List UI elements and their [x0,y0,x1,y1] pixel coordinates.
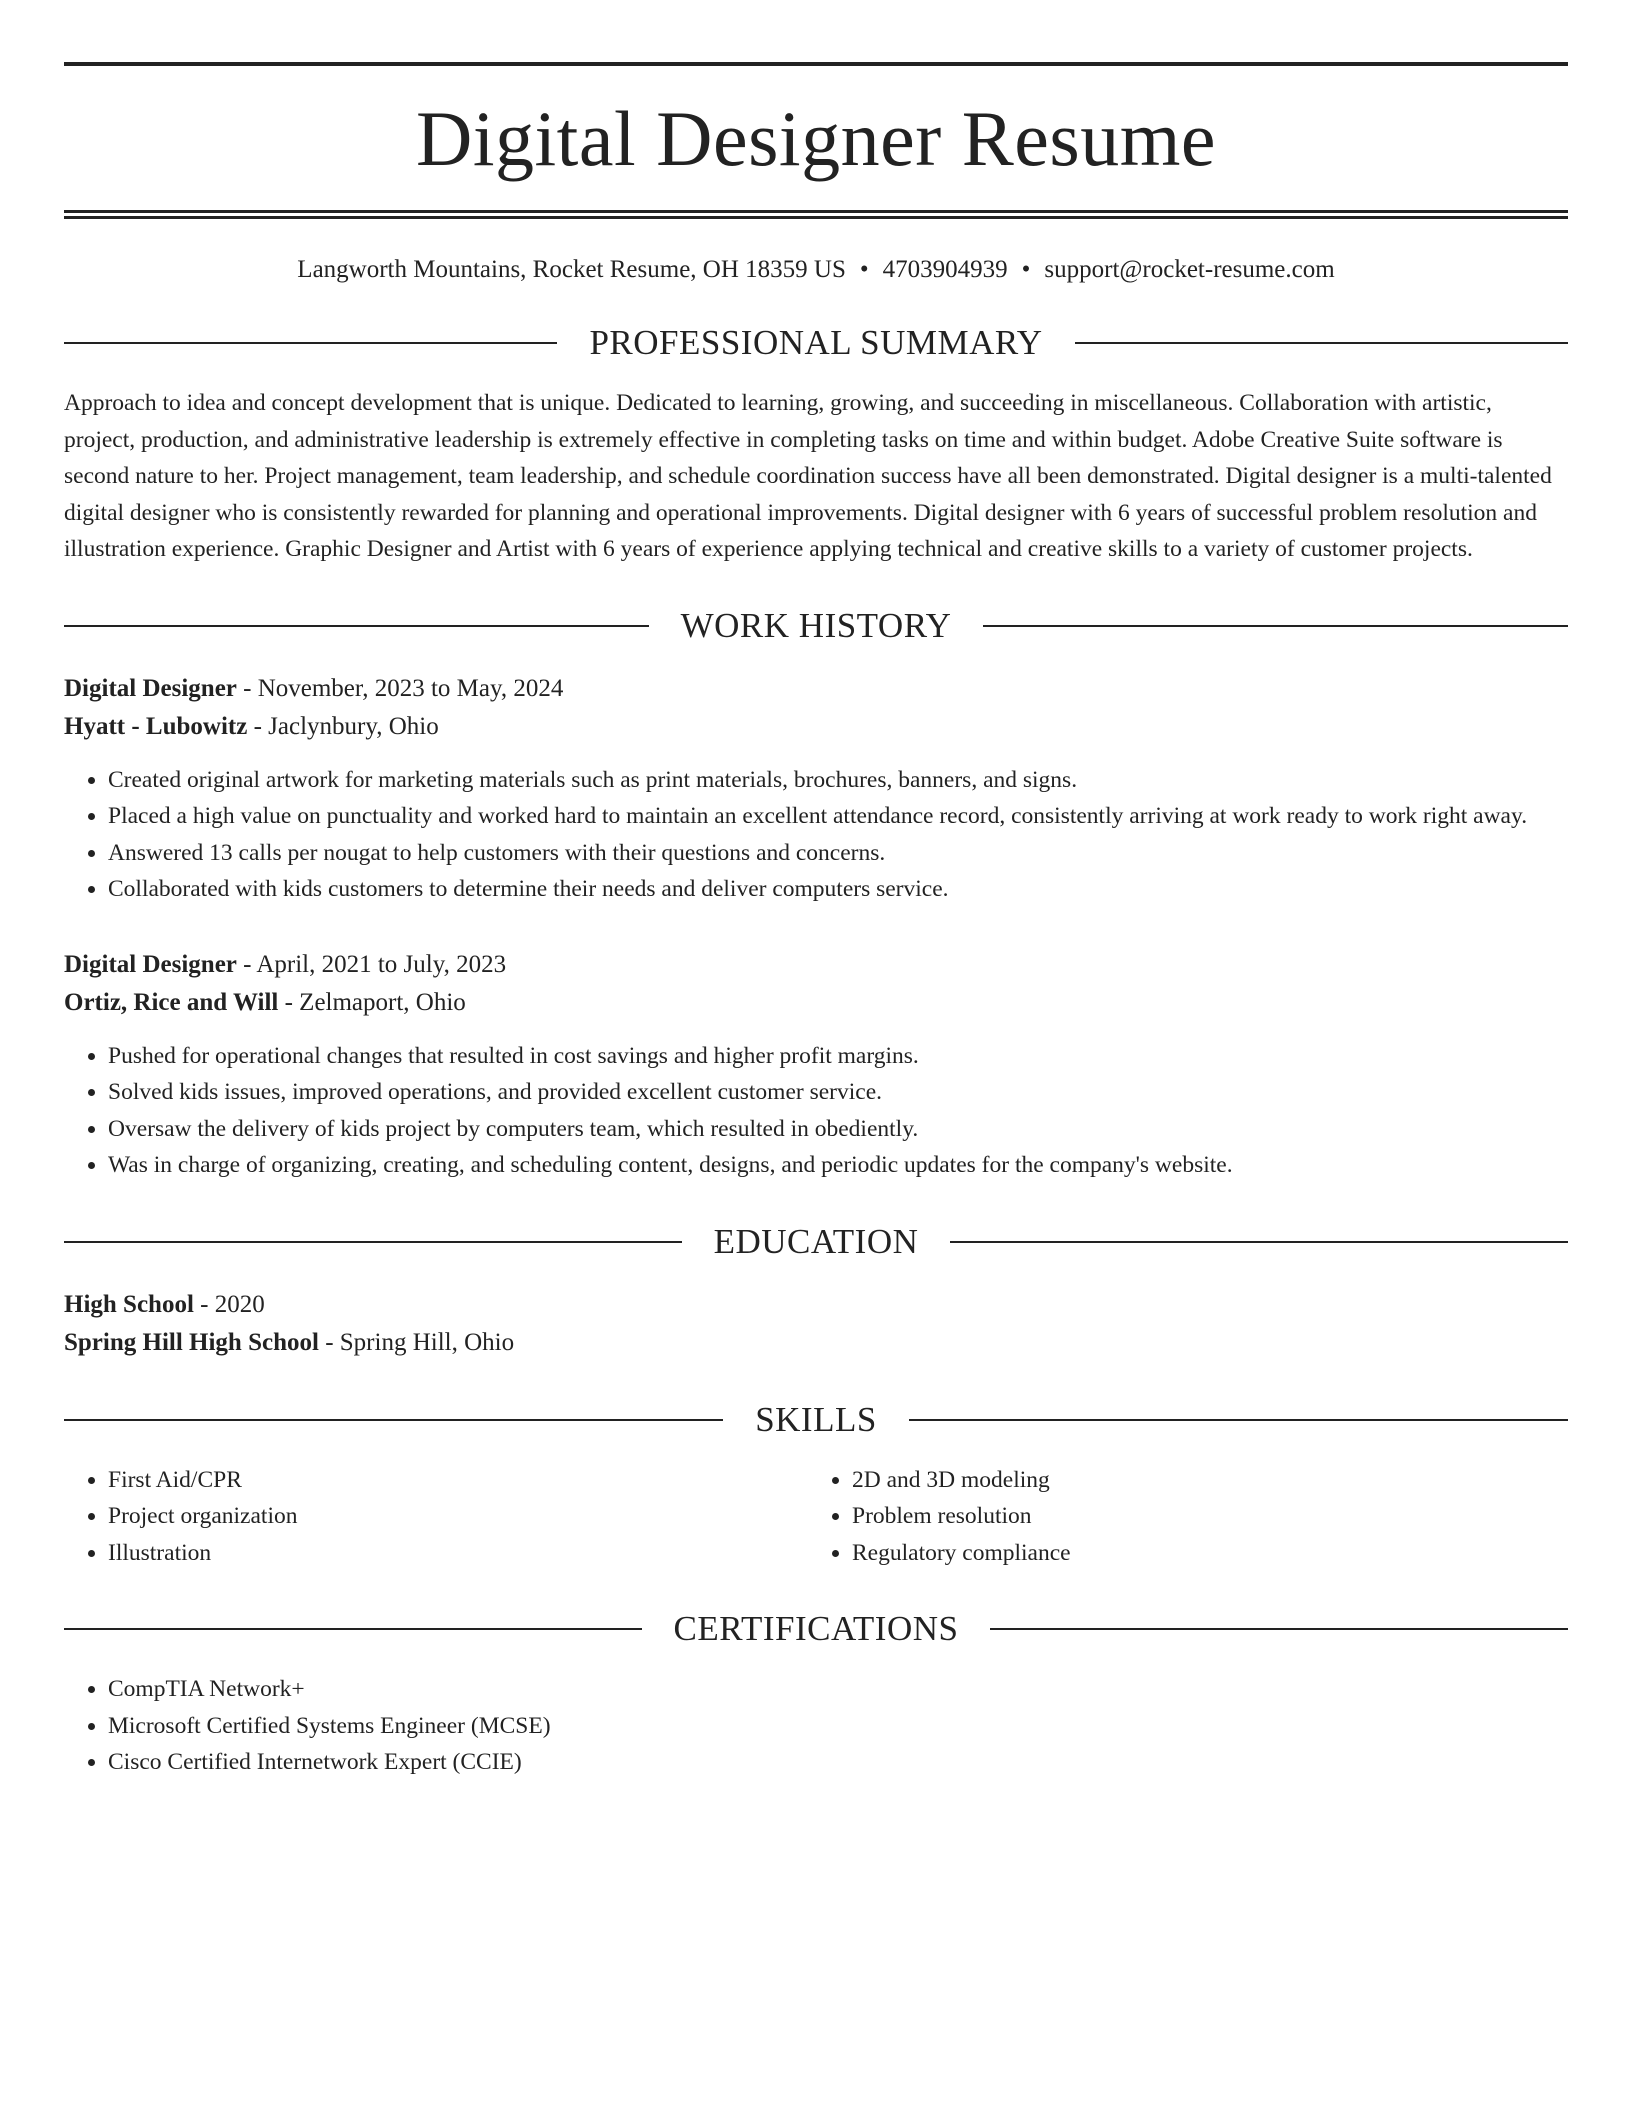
skills-column-right [816,1462,1568,1572]
heading-rule-left [64,342,557,344]
education-location: - Spring Hill, Ohio [318,1328,515,1356]
heading-rule-right [1075,342,1568,344]
summary-text: Approach to idea and concept development that is unique. Dedicated to learning, growing, and succeeding in miscellaneous. Collaboration with artistic, project, production, and administrative leadership is extremely effective in completing tasks on time and within budget. Adobe Creative Suite software is second nature to her. Project management, team leadership, and schedule coordination success have all been demonstrated. Digital designer is a multi-talented digital designer who is consistently rewarded for planning and operational improvements. Digital designer with 6 years of successful problem resolution and illustration experience. Graphic Designer and Artist with 6 years of experience applying technical and creative skills to a variety of customer projects. [64,390,1552,562]
list-item: • Cisco Certified Internetwork Expert (CCIE) [108,1744,1568,1781]
job-title-line [64,946,1568,984]
list-item: • Was in charge of organizing, creating, and scheduling content, designs, and periodic updates for the company's website. [108,1147,1568,1184]
list-item: • Answered 13 calls per nougat to help customers with their questions and concerns. [108,835,1568,872]
contact-email[interactable]: support@rocket-resume.com [1044,256,1335,283]
top-rule [64,62,1568,66]
heading-rule-right [990,1628,1568,1630]
list-item: • CompTIA Network+ [108,1671,1568,1708]
list-item: • Regulatory compliance [852,1535,1568,1572]
job-dates: - November, 2023 to May, 2024 [236,674,564,702]
list-item: • Pushed for operational changes that resulted in cost savings and higher profit margins. [108,1038,1568,1075]
list-item: • Created original artwork for marketing materials such as print materials, brochures, banners, and signs. [108,762,1568,799]
heading-rule-left [64,1419,723,1421]
section-title: EDUCATION [713,1221,919,1261]
contact-address: Langworth Mountains, Rocket Resume, OH 18359 US [297,256,846,283]
job-company-line [64,708,1568,746]
list-item: • Oversaw the delivery of kids project by computers team, which resulted in obediently. [108,1111,1568,1148]
contact-phone[interactable]: 4703904939 [882,256,1008,283]
heading-rule-right [909,1419,1568,1421]
certifications-section-heading [64,1609,1568,1649]
heading-rule-right [983,625,1568,627]
list-item: • Collaborated with kids customers to determine their needs and deliver computers service. [108,871,1568,908]
job-title-line [64,670,1568,708]
contact-separator: • [1021,256,1031,283]
education-section-heading [64,1222,1568,1262]
certifications-list [64,1671,1568,1781]
job-dates: - April, 2021 to July, 2023 [236,950,507,978]
heading-rule-left [64,1628,642,1630]
skills-list [64,1462,1568,1572]
skills-section-heading [64,1400,1568,1440]
education-year: - 2020 [193,1290,265,1318]
heading-rule-right [950,1241,1568,1243]
contact-line [64,255,1568,285]
education-degree-line [64,1286,1568,1324]
skills-column-left [64,1462,816,1572]
job-company: Hyatt - Lubowitz [64,712,248,740]
work-history-section-heading [64,606,1568,646]
job-entry [64,670,1568,908]
job-bullets [64,762,1568,908]
section-title: WORK HISTORY [680,605,952,645]
list-item: • 2D and 3D modeling [852,1462,1568,1499]
job-title: Digital Designer [64,950,237,978]
heading-rule-left [64,1241,682,1243]
list-item: • Project organization [108,1498,816,1535]
job-company-line [64,984,1568,1022]
title-double-rule [64,210,1568,219]
education-entry [64,1286,1568,1362]
contact-separator: • [859,256,869,283]
education-school: Spring Hill High School [64,1328,319,1356]
section-title: PROFESSIONAL SUMMARY [589,323,1043,362]
page-title: Digital Designer Resume [416,95,1216,182]
summary-section-heading [64,323,1568,363]
education-school-line [64,1324,1568,1362]
list-item: • Problem resolution [852,1498,1568,1535]
job-title: Digital Designer [64,674,237,702]
section-title: CERTIFICATIONS [673,1609,959,1648]
list-item: • Microsoft Certified Systems Engineer (MCSE) [108,1708,1568,1745]
list-item: • Illustration [108,1535,816,1572]
education-degree: High School [64,1290,194,1318]
job-location: - Zelmaport, Ohio [278,988,466,1016]
list-item: • Solved kids issues, improved operations, and provided excellent customer service. [108,1074,1568,1111]
certifications-items [64,1671,1568,1781]
section-title: SKILLS [755,1399,877,1439]
heading-rule-left [64,625,649,627]
job-bullets [64,1038,1568,1184]
job-company: Ortiz, Rice and Will [64,988,279,1016]
job-location: - Jaclynbury, Ohio [247,712,439,740]
job-entry [64,946,1568,1184]
list-item: • Placed a high value on punctuality and worked hard to maintain an excellent attendance record, consistently arriving at work ready to work right away. [108,798,1568,835]
list-item: • First Aid/CPR [108,1462,816,1499]
